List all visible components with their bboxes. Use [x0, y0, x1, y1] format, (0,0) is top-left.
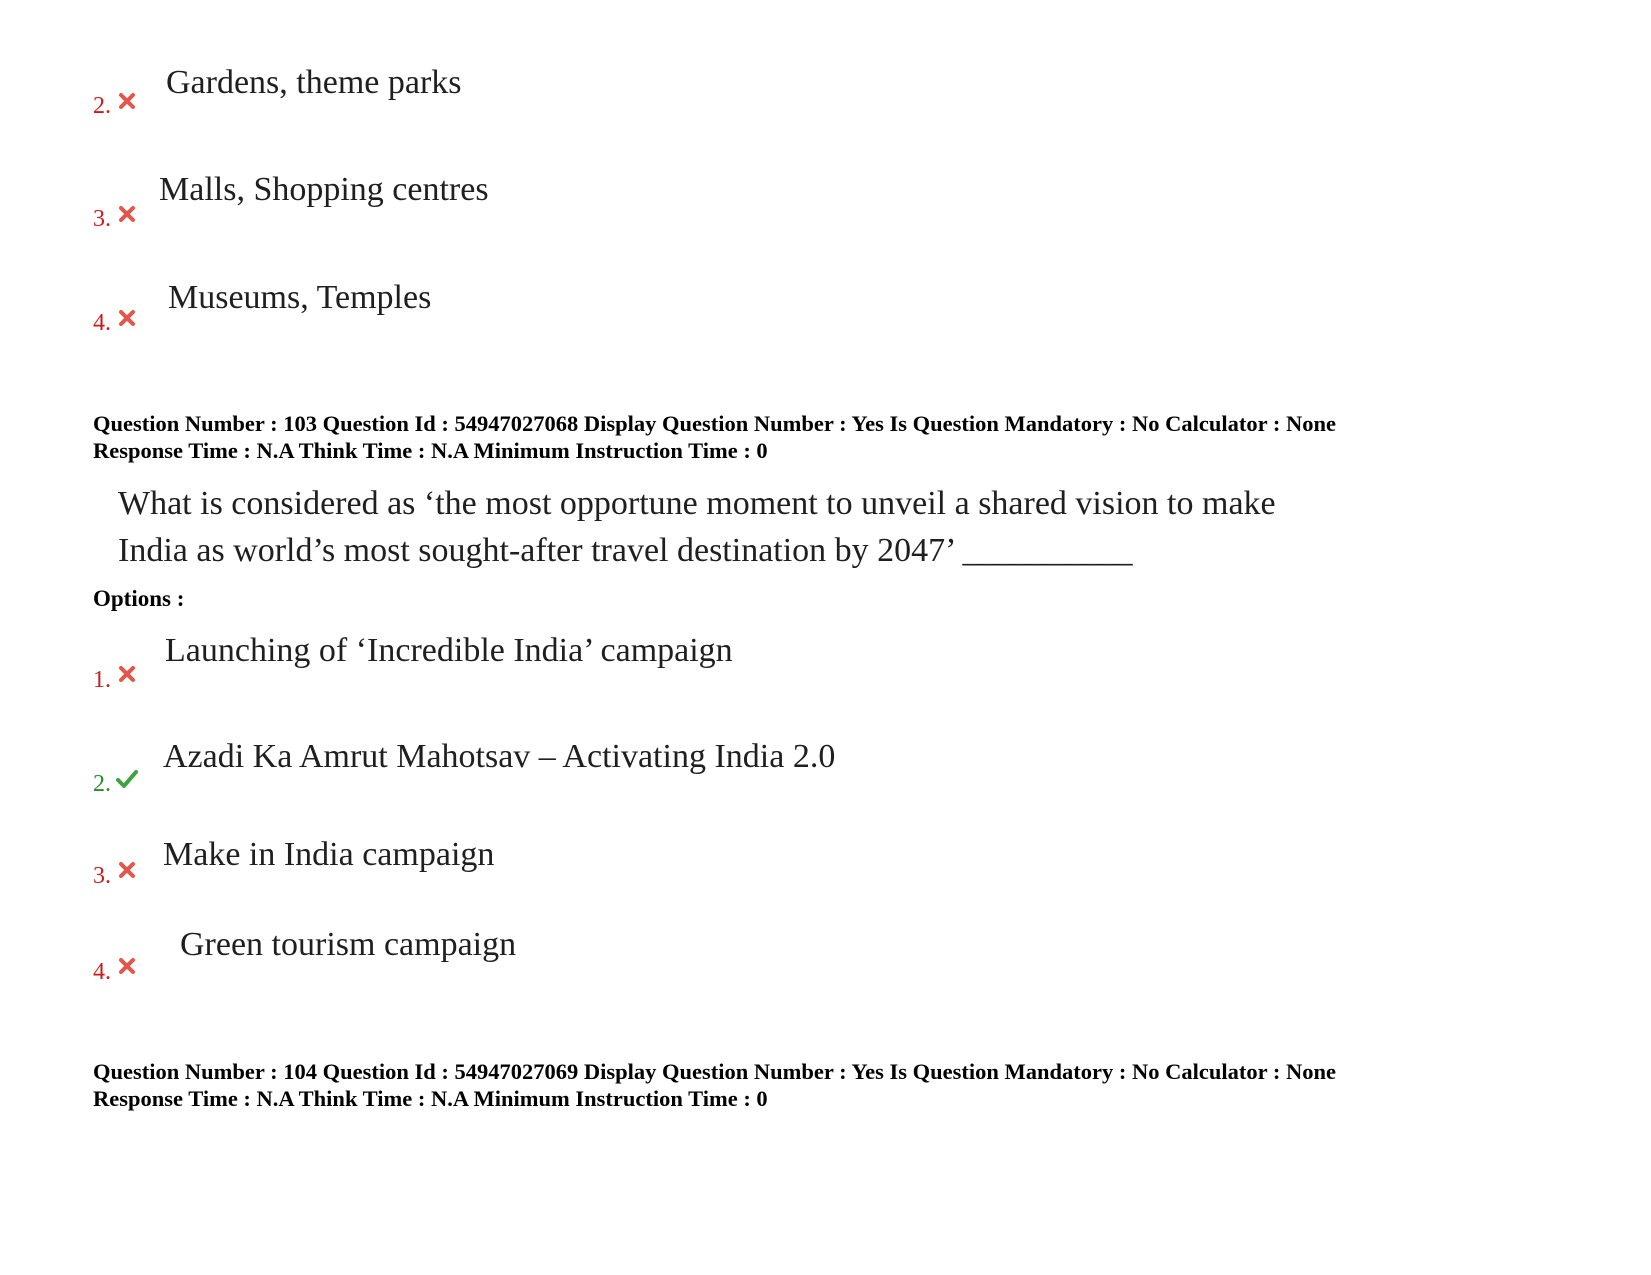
option-number: 4. [93, 959, 111, 985]
option-text: Azadi Ka Amrut Mahotsav – Activating India 2.0 [163, 738, 836, 775]
cross-icon [118, 665, 136, 683]
option-number: 2. [93, 771, 111, 797]
option-text: Green tourism campaign [180, 926, 517, 963]
question-meta-line-1: Question Number : 104 Question Id : 54947027069 Display Question Number : Yes Is Question Mandatory : No Calculator : None [93, 1059, 1336, 1084]
check-icon [116, 769, 138, 789]
cross-icon [118, 205, 136, 223]
option-text: Make in India campaign [163, 836, 495, 873]
cross-icon [118, 957, 136, 975]
cross-icon [118, 92, 136, 110]
option-text: Malls, Shopping centres [159, 171, 489, 208]
option-text: Launching of ‘Incredible India’ campaign [165, 632, 733, 669]
question-meta-line-1: Question Number : 103 Question Id : 54947027068 Display Question Number : Yes Is Question Mandatory : No Calculator : None [93, 411, 1336, 436]
option-number: 2. [93, 93, 111, 119]
question-meta-line-2: Response Time : N.A Think Time : N.A Minimum Instruction Time : 0 [93, 1086, 768, 1111]
cross-icon [118, 309, 136, 327]
option-text: Gardens, theme parks [166, 64, 462, 101]
question-meta-line-2: Response Time : N.A Think Time : N.A Minimum Instruction Time : 0 [93, 438, 768, 463]
option-number: 3. [93, 863, 111, 889]
question-text-line-2: India as world’s most sought-after travel destination by 2047’ __________ [118, 532, 1133, 569]
option-number: 3. [93, 206, 111, 232]
cross-icon [118, 861, 136, 879]
option-number: 1. [93, 667, 111, 693]
option-text: Museums, Temples [168, 279, 432, 316]
options-label: Options : [93, 586, 185, 611]
question-text-line-1: What is considered as ‘the most opportune moment to unveil a shared vision to make [118, 485, 1276, 522]
option-number: 4. [93, 310, 111, 336]
